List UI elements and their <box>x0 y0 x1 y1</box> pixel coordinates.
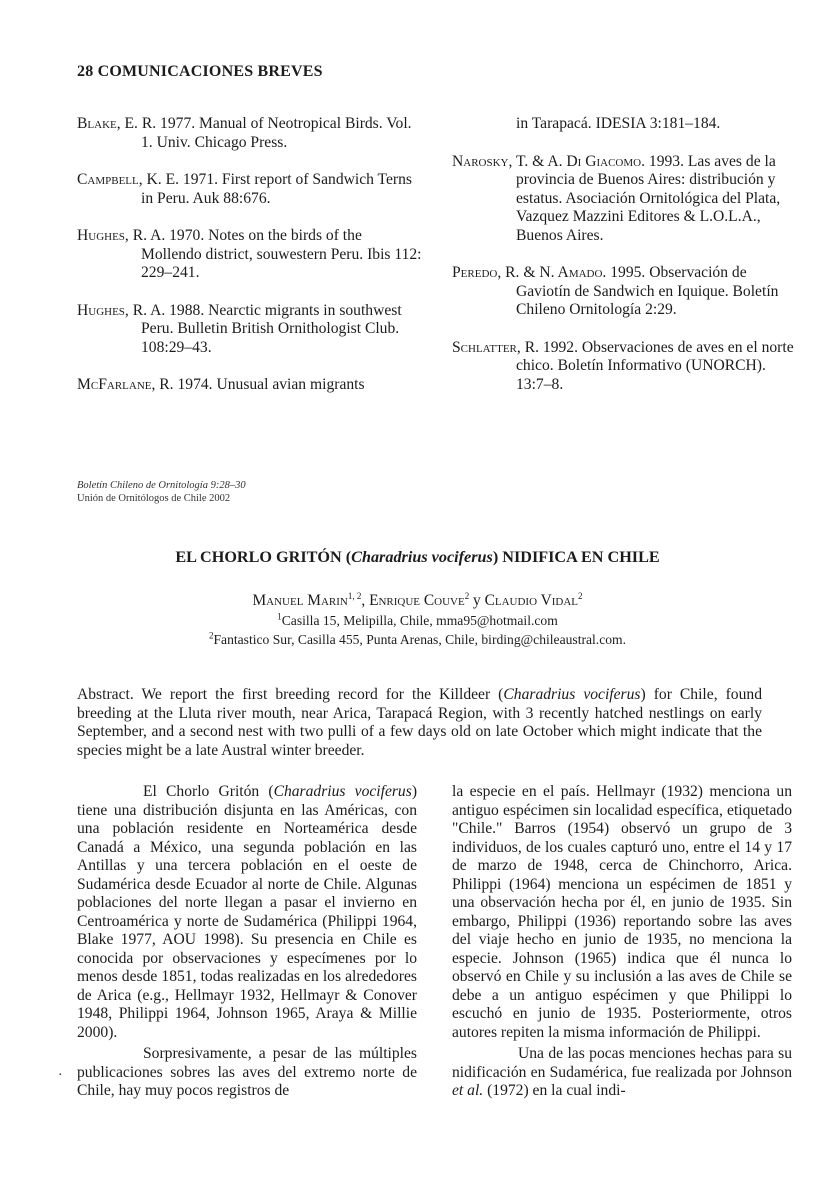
references-left-column <box>77 115 422 414</box>
reference-author: Hughes, R. A. <box>77 301 166 319</box>
author-affil-mark: 1, 2 <box>347 590 362 601</box>
affiliation <box>0 613 835 629</box>
citation-italic: et al. <box>452 1082 484 1099</box>
body-paragraph: la especie en el país. Hellmayr (1932) menciona un antiguo espécimen sin localidad específica, etiquetado "Chile." Barros (1954) observó un grupo de 3 individuos, de los cuales capturó uno, entre el 14 y 17 de marzo de 1948, cerca de Chinchorro, Arica. Philippi (1964) menciona un espécimen de 1851 y una observación hecha por él, en junio de 1935. Sin embargo, Philippi (1936) reportando sobre las aves del viaje hecho en junio de 1935, no menciona la especie. Johnson (1965) indica que él nunca lo observó en Chile y su inclusión a las aves de Chile se debe a un antiguo espécimen y que Philippi lo escuchó en junio de 1935. Posteriormente, otros autores repiten la misma información de Philippi. <box>452 783 792 1041</box>
reference-author: Narosky, T. & A. Di Giacomo. <box>452 152 645 170</box>
reference-author: Blake, E. R. <box>77 115 157 132</box>
reference-text: 1974. Unusual avian migrants <box>173 376 365 393</box>
abstract-text: ) for Chile, found breeding at the Lluta river mouth, near Arica, Tarapacá Region, with 3 recently hatched nestlings on early September, and a second nest with two pulli of a few days old on late October which might indicate that the species might be a late Austral winter breeder. <box>77 686 762 759</box>
affil-text: Casilla 15, Melipilla, Chile, mma95@hotmail.com <box>281 613 558 628</box>
paragraph-text: Una de las pocas menciones hechas para su nidificación en Sudamérica, fue realizada por Johnson <box>452 1045 792 1081</box>
paragraph-text: (1972) en la cual indi- <box>483 1082 626 1099</box>
species-name: Charadrius vociferus <box>273 783 412 800</box>
reference-text: 1993. Las aves de la provincia de Buenos Aires: distribución y estatus. Asociación Ornitológica del Plata, Vazquez Mazzini Editores & L.O.L.A., Buenos Aires. <box>516 152 781 244</box>
body-paragraph <box>77 783 417 1042</box>
reference-continuation: in Tarapacá. IDESIA 3:181–184. <box>516 115 721 132</box>
reference-entry <box>77 171 422 208</box>
abstract-text: Abstract. We report the first breeding record for the Killdeer ( <box>77 686 504 703</box>
article-title <box>0 548 835 567</box>
reference-text: 1995. Observación de Gaviotín de Sandwich en Iquique. Boletín Chileno Ornitología 2:29. <box>516 264 779 318</box>
reference-entry <box>452 339 797 395</box>
title-text: EL CHORLO GRITÓN ( <box>175 548 352 566</box>
reference-text: 1970. Notes on the birds of the Mollendo district, souwestern Peru. Ibis 112: 229–241. <box>141 227 422 281</box>
reference-author: Campbell, K. E. <box>77 171 180 188</box>
abstract-species-name: Charadrius vociferus <box>503 686 641 703</box>
body-left-column <box>77 783 417 1101</box>
reference-author: Schlatter, R. <box>452 338 539 356</box>
paragraph-text: ) tiene una distribución disjunta en las Américas, con una población residente en Norteamérica desde Canadá a México, una segunda población en las Antillas y una tercera población en el oeste de Sudamérica desde Ecuador al norte de Chile. Algunas poblaciones del norte llegan a pasar el invierno en Centroamérica y norte de Sudamérica (Philippi 1964, Blake 1977, AOU 1998). Su presencia en Chile es conocida por observaciones y especímenes por lo menos desde 1851, todas realizadas en los alrededores de Arica (e.g., Hellmayr 1932, Hellmayr & Conover 1948, Philippi 1964, Johnson 1965, Araya & Millie 2000). <box>77 783 418 1041</box>
title-text: ) NIDIFICA EN CHILE <box>492 548 660 566</box>
journal-citation: Boletín Chileno de Ornitología 9:28–30 <box>77 480 246 491</box>
author-joiner: y <box>473 592 481 609</box>
abstract <box>77 686 762 760</box>
reference-entry <box>77 302 422 358</box>
page-header: 28 COMUNICACIONES BREVES <box>77 63 323 80</box>
reference-text: 1971. First report of Sandwich Terns in Peru. Auk 88:676. <box>141 171 412 207</box>
body-right-column <box>452 783 792 1101</box>
author-affil-mark: 2 <box>578 590 583 601</box>
reference-entry <box>77 115 422 152</box>
title-species-name: Charadrius vociferus <box>351 548 493 566</box>
reference-entry <box>77 227 422 283</box>
author-name: Enrique Couve <box>369 592 465 609</box>
author-name: Manuel Marin <box>252 592 348 609</box>
body-paragraph <box>452 1045 792 1101</box>
reference-entry <box>77 376 422 395</box>
stray-dot-mark: · <box>58 1068 63 1083</box>
reference-text: 1977. Manual of Neotropical Birds. Vol. 1. Univ. Chicago Press. <box>141 115 412 151</box>
journal-publisher: Unión de Ornitólogos de Chile 2002 <box>77 493 231 504</box>
reference-text: 1988. Nearctic migrants in southwest Peru. Bulletin British Ornithologist Club. 108:29–43. <box>141 301 402 356</box>
paragraph-text: El Chorlo Gritón ( <box>143 783 274 800</box>
reference-author: McFarlane, R. <box>77 376 174 393</box>
body-paragraph: Sorpresivamente, a pesar de las múltiples publicaciones sobres las aves del extremo norte de Chile, hay muy pocos registros de <box>77 1045 417 1099</box>
reference-entry <box>452 153 797 246</box>
journal-info <box>77 479 246 505</box>
reference-author: Peredo, R. & N. Amado. <box>452 264 607 281</box>
author-name: Claudio Vidal <box>484 592 578 609</box>
reference-author: Hughes, R. A. <box>77 227 166 244</box>
affil-mark: 1 <box>277 611 282 622</box>
reference-text: 1992. Observaciones de aves en el norte chico. Boletín Informativo (UNORCH). 13:7–8. <box>516 338 794 393</box>
affil-mark: 2 <box>208 630 214 641</box>
reference-entry <box>452 264 797 320</box>
author-list: Manuel Marin$^{1, 2}$, Enrique Couve$^2$ y Claudio Vidal$^2$ <box>252 590 583 609</box>
author-affil-mark: 2 <box>464 590 470 601</box>
affil-text: Fantastico Sur, Casilla 455, Punta Arenas, Chile, birding@chileaustral.com. <box>213 632 627 647</box>
references-right-column <box>452 115 797 413</box>
affiliation <box>0 632 835 648</box>
